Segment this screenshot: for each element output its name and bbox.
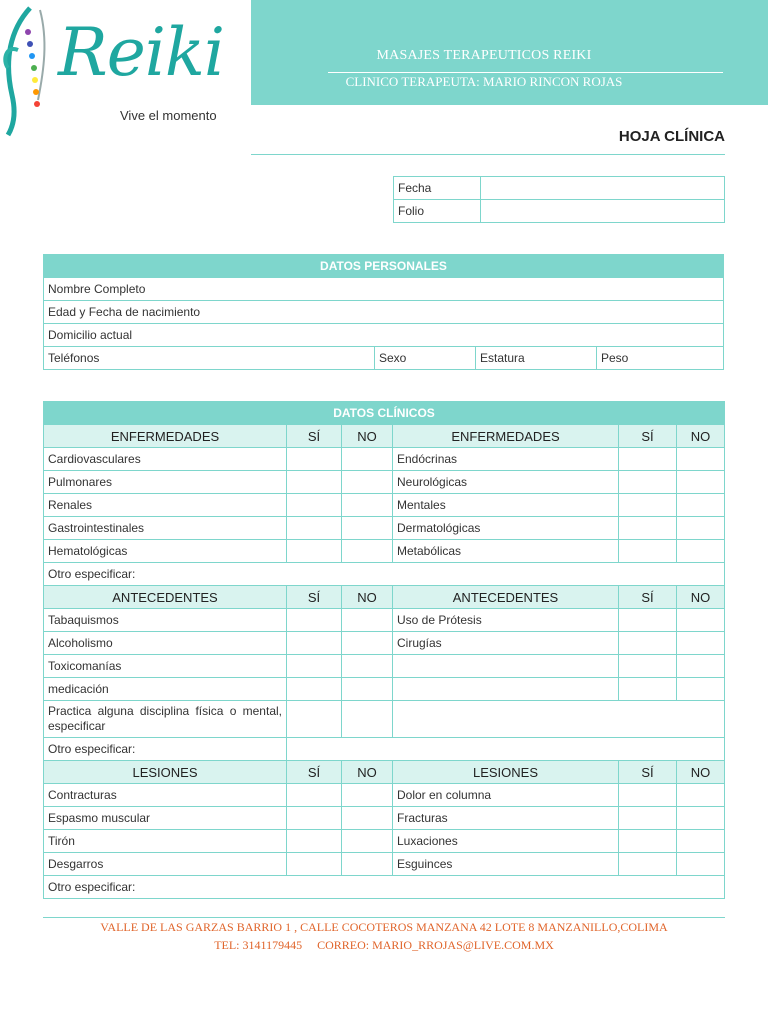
date-folio-table [393, 176, 725, 223]
lesion-label: Fracturas [393, 807, 619, 830]
lesion-label: Desgarros [44, 853, 287, 876]
lesion-label: Dolor en columna [393, 784, 619, 807]
table-row [44, 517, 725, 540]
no-cell[interactable] [677, 540, 725, 563]
antecedente-label: Toxicomanías [44, 655, 287, 678]
no-cell[interactable] [342, 830, 393, 853]
no-cell[interactable] [677, 807, 725, 830]
si-cell[interactable] [287, 784, 342, 807]
no-heading: NO [677, 761, 725, 784]
no-cell[interactable] [342, 448, 393, 471]
si-heading: SÍ [287, 586, 342, 609]
no-cell[interactable] [342, 784, 393, 807]
si-cell[interactable] [619, 678, 677, 701]
practica-label: Practica alguna disciplina física o mental, especificar [44, 701, 287, 738]
no-cell[interactable] [342, 517, 393, 540]
lesion-label: Contracturas [44, 784, 287, 807]
si-cell[interactable] [287, 678, 342, 701]
no-heading: NO [677, 586, 725, 609]
no-cell[interactable] [342, 853, 393, 876]
si-cell[interactable] [287, 471, 342, 494]
table-row [44, 784, 725, 807]
no-cell[interactable] [677, 784, 725, 807]
si-cell[interactable] [287, 517, 342, 540]
antecedentes-subheader [44, 586, 725, 609]
si-cell[interactable] [287, 494, 342, 517]
document-title: HOJA CLÍNICA [618, 128, 725, 145]
si-cell[interactable] [287, 830, 342, 853]
empty-cell [393, 655, 619, 678]
folio-label: Folio [394, 200, 481, 223]
clinical-header: DATOS CLÍNICOS [44, 402, 725, 425]
header-banner [251, 0, 768, 105]
antecedente-label: Alcoholismo [44, 632, 287, 655]
table-row [44, 540, 725, 563]
no-heading: NO [677, 425, 725, 448]
si-cell[interactable] [287, 807, 342, 830]
estatura-field[interactable]: Estatura [476, 347, 597, 370]
fecha-field[interactable] [481, 177, 725, 200]
enfermedad-label: Metabólicas [393, 540, 619, 563]
no-heading: NO [342, 425, 393, 448]
folio-field[interactable] [481, 200, 725, 223]
si-cell[interactable] [619, 517, 677, 540]
si-cell[interactable] [619, 807, 677, 830]
antecedentes-title: ANTECEDENTES [44, 586, 287, 609]
peso-field[interactable]: Peso [597, 347, 724, 370]
otro-especificar-label: Otro especificar: [44, 738, 287, 761]
chakra-figure-icon [0, 0, 60, 145]
no-cell[interactable] [342, 494, 393, 517]
si-cell[interactable] [287, 655, 342, 678]
si-cell[interactable] [619, 609, 677, 632]
si-cell[interactable] [619, 830, 677, 853]
table-row [44, 609, 725, 632]
si-heading: SÍ [619, 425, 677, 448]
lesion-label: Luxaciones [393, 830, 619, 853]
no-cell[interactable] [677, 830, 725, 853]
antecedente-label: Uso de Prótesis [393, 609, 619, 632]
no-cell[interactable] [677, 517, 725, 540]
si-cell[interactable] [619, 655, 677, 678]
enfermedad-label: Gastrointestinales [44, 517, 287, 540]
no-cell[interactable] [342, 807, 393, 830]
otro-especificar-field[interactable]: Otro especificar: [44, 876, 725, 899]
clinical-data-table [43, 401, 725, 899]
si-cell[interactable] [287, 701, 342, 738]
si-heading: SÍ [619, 586, 677, 609]
logo [0, 0, 250, 145]
no-cell[interactable] [677, 678, 725, 701]
no-cell[interactable] [342, 632, 393, 655]
otro-especificar-field[interactable]: Otro especificar: [44, 563, 725, 586]
si-cell[interactable] [287, 632, 342, 655]
no-cell[interactable] [677, 609, 725, 632]
logo-word: Reiki [58, 14, 224, 91]
enfermedades-title: ENFERMEDADES [393, 425, 619, 448]
no-cell[interactable] [677, 853, 725, 876]
no-cell[interactable] [342, 609, 393, 632]
enfermedad-label: Hematológicas [44, 540, 287, 563]
table-row [44, 853, 725, 876]
no-heading: NO [342, 761, 393, 784]
no-cell[interactable] [342, 655, 393, 678]
no-cell[interactable] [677, 632, 725, 655]
lesion-label: Espasmo muscular [44, 807, 287, 830]
antecedente-label: Tabaquismos [44, 609, 287, 632]
enfermedad-label: Mentales [393, 494, 619, 517]
no-cell[interactable] [677, 655, 725, 678]
si-cell[interactable] [619, 540, 677, 563]
footer-divider [43, 917, 725, 918]
si-cell[interactable] [619, 494, 677, 517]
table-row [44, 632, 725, 655]
si-heading: SÍ [287, 425, 342, 448]
banner-title: MASAJES TERAPEUTICOS REIKI [376, 48, 592, 63]
lesion-label: Esguinces [393, 853, 619, 876]
si-cell[interactable] [287, 448, 342, 471]
table-row [44, 655, 725, 678]
si-cell[interactable] [287, 853, 342, 876]
enfermedad-label: Neurológicas [393, 471, 619, 494]
fecha-label: Fecha [394, 177, 481, 200]
no-cell[interactable] [677, 448, 725, 471]
footer-address: VALLE DE LAS GARZAS BARRIO 1 , CALLE COCOTEROS MANZANA 42 LOTE 8 MANZANILLO,COLIMA [100, 920, 668, 934]
si-cell[interactable] [287, 609, 342, 632]
enfermedad-label: Cardiovasculares [44, 448, 287, 471]
antecedente-label: Cirugías [393, 632, 619, 655]
lesiones-title: LESIONES [393, 761, 619, 784]
domicilio-field[interactable]: Domicilio actual [44, 324, 724, 347]
si-cell[interactable] [287, 540, 342, 563]
enfermedad-label: Renales [44, 494, 287, 517]
enfermedad-label: Dermatológicas [393, 517, 619, 540]
antecedente-label: medicación [44, 678, 287, 701]
antecedentes-title: ANTECEDENTES [393, 586, 619, 609]
si-cell[interactable] [619, 853, 677, 876]
enfermedad-label: Endócrinas [393, 448, 619, 471]
practica-specify-field[interactable] [393, 701, 725, 738]
logo-tagline: Vive el momento [120, 108, 217, 123]
nombre-field[interactable]: Nombre Completo [44, 278, 724, 301]
personal-header: DATOS PERSONALES [44, 255, 724, 278]
si-heading: SÍ [287, 761, 342, 784]
table-row [44, 830, 725, 853]
table-row [44, 807, 725, 830]
no-cell[interactable] [342, 701, 393, 738]
no-cell[interactable] [342, 540, 393, 563]
no-heading: NO [342, 586, 393, 609]
no-cell[interactable] [342, 471, 393, 494]
title-divider [251, 154, 725, 155]
empty-cell [393, 678, 619, 701]
enfermedad-label: Pulmonares [44, 471, 287, 494]
si-cell[interactable] [619, 784, 677, 807]
no-cell[interactable] [342, 678, 393, 701]
banner-divider [328, 72, 723, 73]
si-cell[interactable] [619, 471, 677, 494]
banner-subtitle: CLINICO TERAPEUTA: MARIO RINCON ROJAS [345, 74, 623, 89]
table-row [44, 448, 725, 471]
footer-contact: TEL: 3141179445 CORREO: MARIO_RROJAS@LIVE.COM.MX [214, 938, 554, 952]
enfermedades-subheader [44, 425, 725, 448]
no-cell[interactable] [677, 471, 725, 494]
si-cell[interactable] [619, 448, 677, 471]
sexo-field[interactable]: Sexo [375, 347, 476, 370]
telefonos-field[interactable]: Teléfonos [44, 347, 375, 370]
table-row [44, 471, 725, 494]
table-row [44, 701, 725, 738]
lesion-label: Tirón [44, 830, 287, 853]
personal-data-table [43, 254, 724, 370]
lesiones-title: LESIONES [44, 761, 287, 784]
table-row [44, 494, 725, 517]
otro-especificar-field[interactable] [287, 738, 725, 761]
si-heading: SÍ [619, 761, 677, 784]
table-row [44, 678, 725, 701]
lesiones-subheader [44, 761, 725, 784]
enfermedades-title: ENFERMEDADES [44, 425, 287, 448]
si-cell[interactable] [619, 632, 677, 655]
no-cell[interactable] [677, 494, 725, 517]
edad-field[interactable]: Edad y Fecha de nacimiento [44, 301, 724, 324]
